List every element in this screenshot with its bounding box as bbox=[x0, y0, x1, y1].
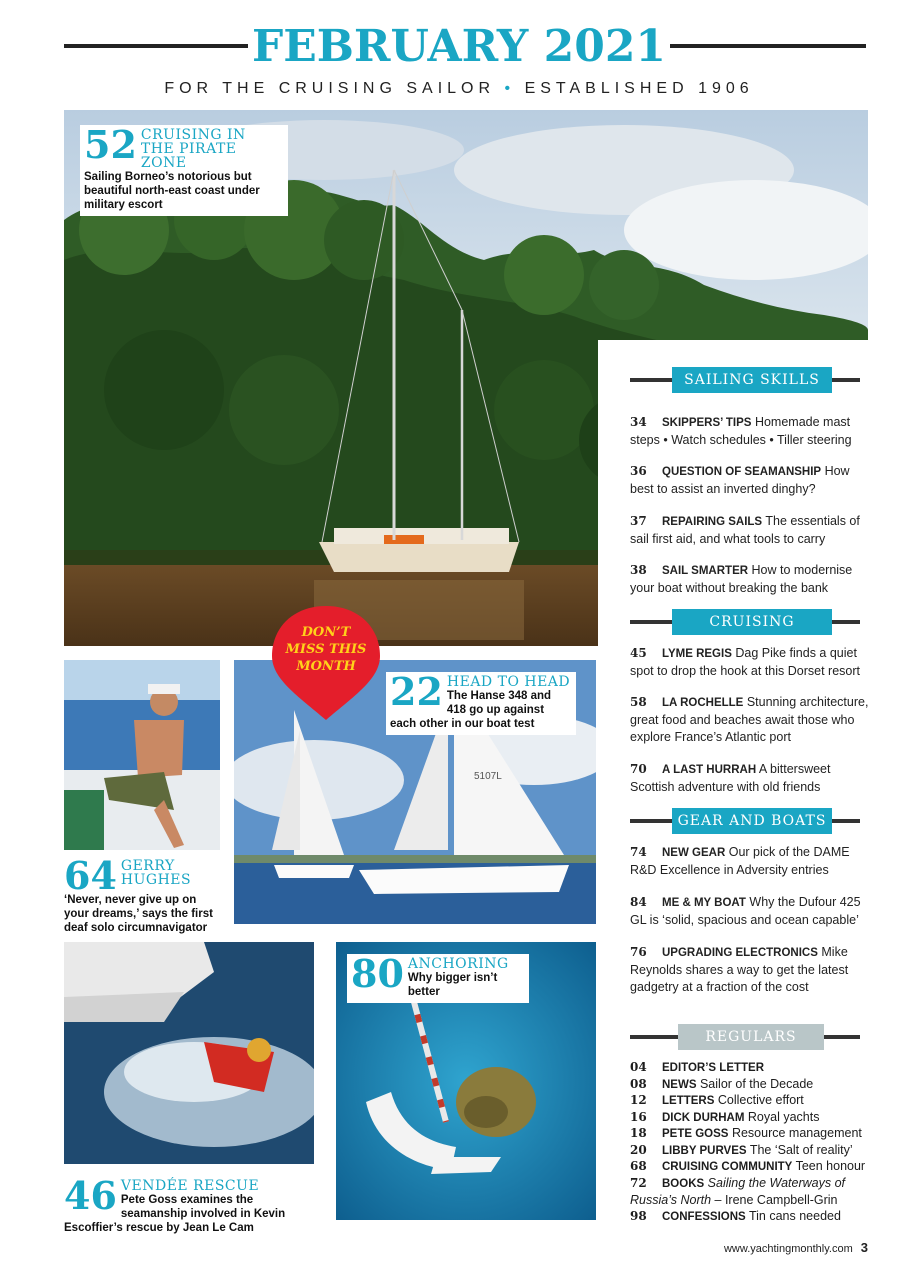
page-footer bbox=[724, 1240, 868, 1255]
books-detail: Sailing the Waterways of Russia’s North – Irene Campbell-Grin bbox=[630, 1175, 845, 1207]
page-number: 3 bbox=[860, 1240, 868, 1255]
feature-title: ANCHORING bbox=[407, 956, 509, 972]
feature-title: VENDÉE RESCUE bbox=[120, 1178, 260, 1194]
regular-item[interactable]: 20 LIBBY PURVES The ‘Salt of reality’ bbox=[630, 1142, 853, 1157]
badge-line-2: MISS THIS bbox=[285, 642, 367, 657]
regular-item[interactable]: 08 NEWS Sailor of the Decade bbox=[630, 1076, 814, 1091]
feature-label-head-to-head[interactable] bbox=[386, 669, 576, 735]
feature-description: ‘Never, never give up on your dreams,’ says the first deaf solo circumnavigator bbox=[64, 894, 213, 934]
feature-page-number: 46 bbox=[64, 1173, 117, 1218]
list-item[interactable]: 70 A LAST HURRAH A bittersweet Scottish adventure with old friends bbox=[630, 762, 831, 794]
section-title: REGULARS bbox=[678, 1024, 824, 1050]
feature-label-anchoring[interactable] bbox=[347, 951, 529, 1003]
regular-item[interactable]: 72 BOOKS Sailing the Waterways of Russia’s North – Irene Campbell-Grin bbox=[630, 1175, 845, 1207]
section-title: SAILING SKILLS bbox=[672, 367, 832, 393]
feature-label-gerry-hughes[interactable] bbox=[64, 853, 224, 939]
feature-title: HEAD TO HEAD bbox=[446, 674, 571, 690]
photo-vendee-rescue bbox=[64, 942, 314, 1164]
photo-gerry-hughes bbox=[64, 660, 220, 850]
section-header-gear-and-boats bbox=[630, 811, 860, 831]
section-title: CRUISING bbox=[672, 609, 832, 635]
badge-line-1: DON’T bbox=[301, 625, 351, 640]
section-header-cruising bbox=[630, 612, 860, 632]
feature-page-number: 22 bbox=[390, 669, 443, 714]
list-item[interactable]: 84 ME & MY BOAT Why the Dufour 425 GL is ‘solid, spacious and ocean capable’ bbox=[630, 895, 861, 927]
footer-url[interactable]: www.yachtingmonthly.com bbox=[723, 1243, 853, 1255]
dont-miss-badge bbox=[268, 604, 384, 722]
feature-page-number: 52 bbox=[84, 122, 137, 167]
regular-item[interactable]: 04 EDITOR’S LETTER bbox=[630, 1060, 765, 1074]
badge-line-3: MONTH bbox=[296, 659, 356, 674]
list-item[interactable]: 34 SKIPPERS’ TIPS Homemade mast steps • Watch schedules • Tiller steering bbox=[630, 415, 852, 447]
feature-label-vendee-rescue[interactable] bbox=[64, 1173, 320, 1239]
feature-description: Pete Goss examines the seamanship involved in Kevin Escoffier’s rescue by Jean Le Cam bbox=[64, 1194, 286, 1234]
list-item[interactable]: 38 SAIL SMARTER How to modernise your boat without breaking the bank bbox=[630, 563, 853, 595]
list-item[interactable]: 36 QUESTION OF SEAMANSHIP How best to assist an inverted dinghy? bbox=[630, 464, 850, 496]
issue-title: FEBRUARY 2021 bbox=[0, 22, 918, 72]
section-header-sailing-skills bbox=[630, 370, 860, 390]
feature-title: GERRY HUGHES bbox=[120, 858, 192, 888]
feature-description: The Hanse 348 and 418 go up against each other in our boat test bbox=[390, 690, 552, 730]
tagline bbox=[0, 80, 918, 98]
list-item[interactable]: 37 REPAIRING SAILS The essentials of sail first aid, and what tools to carry bbox=[630, 514, 860, 546]
list-item[interactable]: 74 NEW GEAR Our pick of the DAME R&D Excellence in Adversity entries bbox=[630, 845, 850, 877]
regular-item[interactable]: 98 CONFESSIONS Tin cans needed bbox=[630, 1209, 841, 1223]
regular-item[interactable]: 12 LETTERS Collective effort bbox=[630, 1093, 804, 1107]
feature-label-pirate-zone[interactable] bbox=[80, 122, 288, 216]
feature-description: Sailing Borneo’s notorious but beautiful north-east coast under military escort bbox=[84, 171, 260, 211]
tagline-left: FOR THE CRUISING SAILOR bbox=[164, 80, 496, 97]
regular-item[interactable]: 68 CRUISING COMMUNITY Teen honour bbox=[630, 1159, 866, 1173]
list-item[interactable]: 76 UPGRADING ELECTRONICS Mike Reynolds shares a way to get the latest gadgetry at a fraction of the cost bbox=[630, 945, 849, 994]
section-header-regulars bbox=[630, 1027, 860, 1047]
section-title: GEAR AND BOATS bbox=[672, 808, 832, 834]
regular-item[interactable]: 18 PETE GOSS Resource management bbox=[630, 1126, 862, 1140]
regular-item[interactable]: 16 DICK DURHAM Royal yachts bbox=[630, 1109, 820, 1124]
feature-title: CRUISING IN THE PIRATE ZONE bbox=[140, 127, 246, 171]
feature-page-number: 64 bbox=[64, 853, 117, 898]
list-item[interactable]: 45 LYME REGIS Dag Pike finds a quiet spot to drop the hook at this Dorset resort bbox=[630, 646, 860, 678]
list-item[interactable]: 58 LA ROCHELLE Stunning architecture, great food and beaches await those who explore France’s Atlantic port bbox=[630, 695, 869, 744]
sail-number: 5107L bbox=[474, 771, 502, 782]
feature-page-number: 80 bbox=[351, 951, 404, 996]
tagline-right: ESTABLISHED 1906 bbox=[524, 80, 754, 97]
tagline-separator: • bbox=[504, 80, 516, 97]
feature-description: Why bigger isn’t better bbox=[407, 972, 498, 998]
